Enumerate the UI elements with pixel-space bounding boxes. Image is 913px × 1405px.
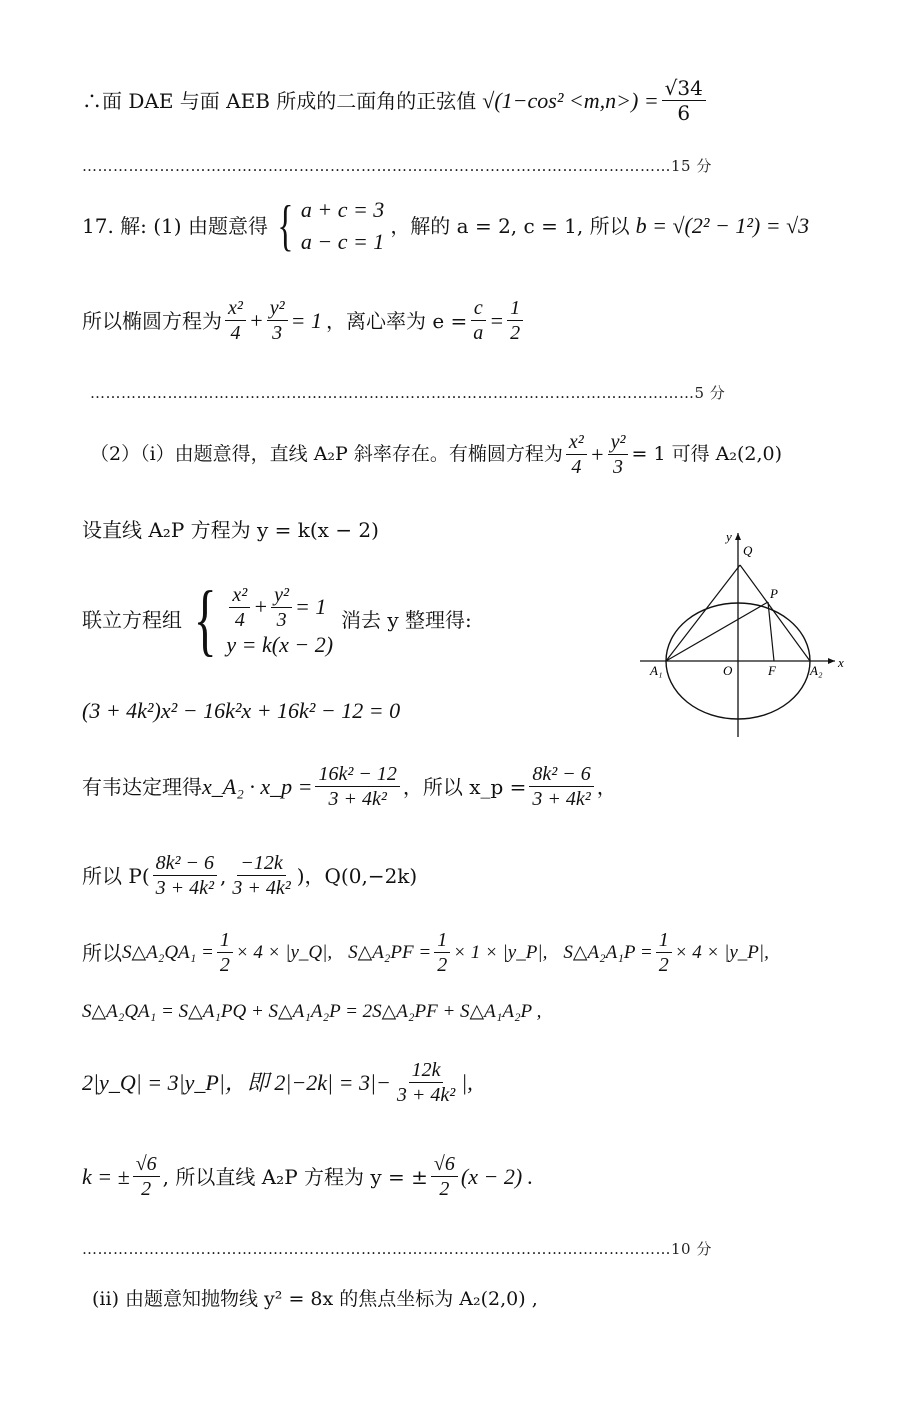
y2: y²: [608, 432, 629, 455]
one: 1: [217, 930, 233, 953]
label-P: P: [770, 586, 778, 601]
y2: y²: [267, 298, 288, 321]
k-prefix: k = ±: [82, 1163, 130, 1189]
set-line: 设直线 A₂P 方程为 y = k(x − 2): [82, 518, 379, 542]
d3: 3: [272, 322, 283, 344]
s2b: × 1 × |y_P|,: [453, 942, 548, 963]
areas-prefix: 所以: [82, 940, 122, 965]
den: 2: [439, 1178, 450, 1200]
vieta-prefix: 有韦达定理得: [82, 774, 202, 799]
two: 2: [658, 954, 669, 976]
d1: 3 + 4k²: [155, 877, 214, 899]
b-expr: b = √(2² − 1²) = √3: [635, 213, 810, 238]
d4: 4: [230, 322, 241, 344]
d4: 4: [571, 456, 582, 478]
k-result-line: [82, 1154, 533, 1199]
frac-num: √34: [662, 78, 706, 101]
d2: 3 + 4k²: [532, 788, 591, 810]
line-A1P: [666, 602, 768, 661]
label-F: F: [768, 663, 776, 678]
d1: 3 + 4k²: [328, 788, 387, 810]
d2: 3 + 4k²: [232, 877, 291, 899]
vieta-mid: ，所以 x_p =: [402, 774, 527, 799]
system-prefix: 联立方程组: [82, 608, 182, 632]
s2: S△A₂PF =: [348, 942, 432, 963]
d3: 3: [276, 608, 287, 631]
point-p-line: [82, 853, 417, 898]
system-suffix: 消去 y 整理得:: [341, 608, 472, 632]
area-sum: S△A₂QA₁ = S△A₁PQ + S△A₁A₂P = 2S△A₂PF + S△A₁A₂P ,: [82, 1001, 542, 1022]
y2: y²: [271, 585, 292, 608]
two: 2: [219, 954, 230, 976]
comma: ,: [220, 863, 227, 888]
c: c: [471, 298, 486, 321]
abs-eq-line: [82, 1060, 473, 1105]
eq-a-plus-c: a + c = 3: [300, 197, 385, 222]
score-10: ……………………………………………………………………………………………………10 分: [82, 1240, 712, 1258]
num: 12k: [409, 1060, 444, 1083]
ecc-text: ，离心率为 e =: [325, 308, 468, 333]
frac-den: 6: [677, 101, 691, 125]
abs-suffix: |,: [461, 1069, 473, 1095]
a: a: [473, 322, 484, 344]
quadratic: (3 + 4k²)x² − 16k²x + 16k² − 12 = 0: [82, 698, 401, 723]
score-5: ………………………………………………………………………………………………………5 分: [90, 384, 726, 402]
d4: 4: [234, 608, 245, 631]
vieta-lhs: x_A₂ · x_p =: [202, 773, 313, 799]
num: √6: [133, 1154, 160, 1177]
n1: 8k² − 6: [153, 853, 217, 876]
one: 1: [434, 930, 450, 953]
label-x: x: [838, 655, 844, 670]
eq-a-minus-c: a − c = 1: [300, 229, 385, 254]
system-braces: { a + c = 3 a − c = 1: [277, 195, 385, 257]
n2: −12k: [237, 853, 285, 876]
label-y: y: [726, 529, 732, 544]
d3: 3: [613, 456, 624, 478]
ellipse-line: [82, 298, 526, 343]
areas-line: [82, 930, 769, 975]
x2: x²: [566, 432, 587, 455]
s1: S△A₂QA₁ =: [122, 942, 214, 963]
sine-conclusion-line: [82, 78, 709, 123]
x2: x²: [225, 298, 246, 321]
num: √6: [431, 1154, 458, 1177]
two: 2: [437, 954, 448, 976]
label-O: O: [723, 663, 733, 678]
ellipse-prefix: 所以椭圆方程为: [82, 308, 222, 333]
den: 3 + 4k²: [396, 1084, 456, 1106]
plus: +: [248, 307, 264, 333]
one: 1: [507, 298, 523, 321]
part2-prefix: （2）（i）由题意得，直线 A₂P 斜率存在。有椭圆方程为: [90, 443, 563, 465]
part2-suffix: = 1 可得 A₂(2,0): [631, 443, 782, 465]
s3b: × 4 × |y_P|,: [674, 942, 769, 963]
n1: 16k² − 12: [315, 764, 399, 787]
abs-prefix: 2|y_Q| = 3|y_P|，即 2|−2k| = 3|−: [82, 1069, 391, 1095]
p-suffix: )，Q(0,−2k): [296, 863, 418, 888]
part-ii-line: (ii) 由题意知抛物线 y² = 8x 的焦点坐标为 A₂(2,0) ,: [92, 1288, 538, 1310]
k-mid: , 所以直线 A₂P 方程为 y = ±: [162, 1164, 428, 1189]
problem-label: 17. 解: (1) 由题意得: [82, 214, 268, 238]
line-QA2: [740, 565, 810, 661]
one: 1: [656, 930, 672, 953]
s1b: × 4 × |y_Q|,: [235, 942, 333, 963]
label-A2: A₂: [810, 663, 823, 678]
n2: 8k² − 6: [529, 764, 593, 787]
solve-text: ，解的 a = 2, c = 1, 所以: [390, 214, 630, 238]
two: 2: [510, 322, 521, 344]
den: 2: [141, 1178, 152, 1200]
line-A1Q: [666, 565, 740, 661]
vieta-end: ，: [596, 774, 617, 799]
sine-expr: √(1−cos² <m,n>) =: [482, 87, 659, 113]
p-prefix: 所以 P(: [82, 863, 150, 888]
ellipse-diagram: [640, 525, 845, 740]
s3: S△A₂A₁P =: [563, 942, 653, 963]
system-line: 联立方程组 { x² 4 + $\frac{\text{y²}}{3}$ = 1 y = k(x − 2) 消去 y 整理得:: [82, 576, 472, 664]
sine-fraction: [662, 78, 706, 123]
label-Q: Q: [743, 543, 753, 558]
label-A1: A₁: [650, 663, 663, 678]
eq-one: = 1: [295, 594, 327, 619]
eq-one: = 1: [290, 307, 322, 333]
line-eq: y = k(x − 2): [226, 631, 334, 657]
x2: x²: [229, 585, 250, 608]
problem-17-line: [82, 195, 810, 257]
k-suffix: (x − 2) .: [460, 1163, 534, 1189]
score-15: ……………………………………………………………………………………………………15 分: [82, 157, 712, 175]
eq: =: [489, 307, 505, 333]
vieta-line: [82, 764, 617, 809]
sine-text: ∴面 DAE 与面 AEB 所成的二面角的正弦值: [82, 88, 477, 113]
part2-line: （2）（i）由题意得，直线 A₂P 斜率存在。有椭圆方程为 x² 4 + $\frac{\text{y²}}{3}$ = 1 可得 A₂(2,0): [90, 431, 782, 478]
